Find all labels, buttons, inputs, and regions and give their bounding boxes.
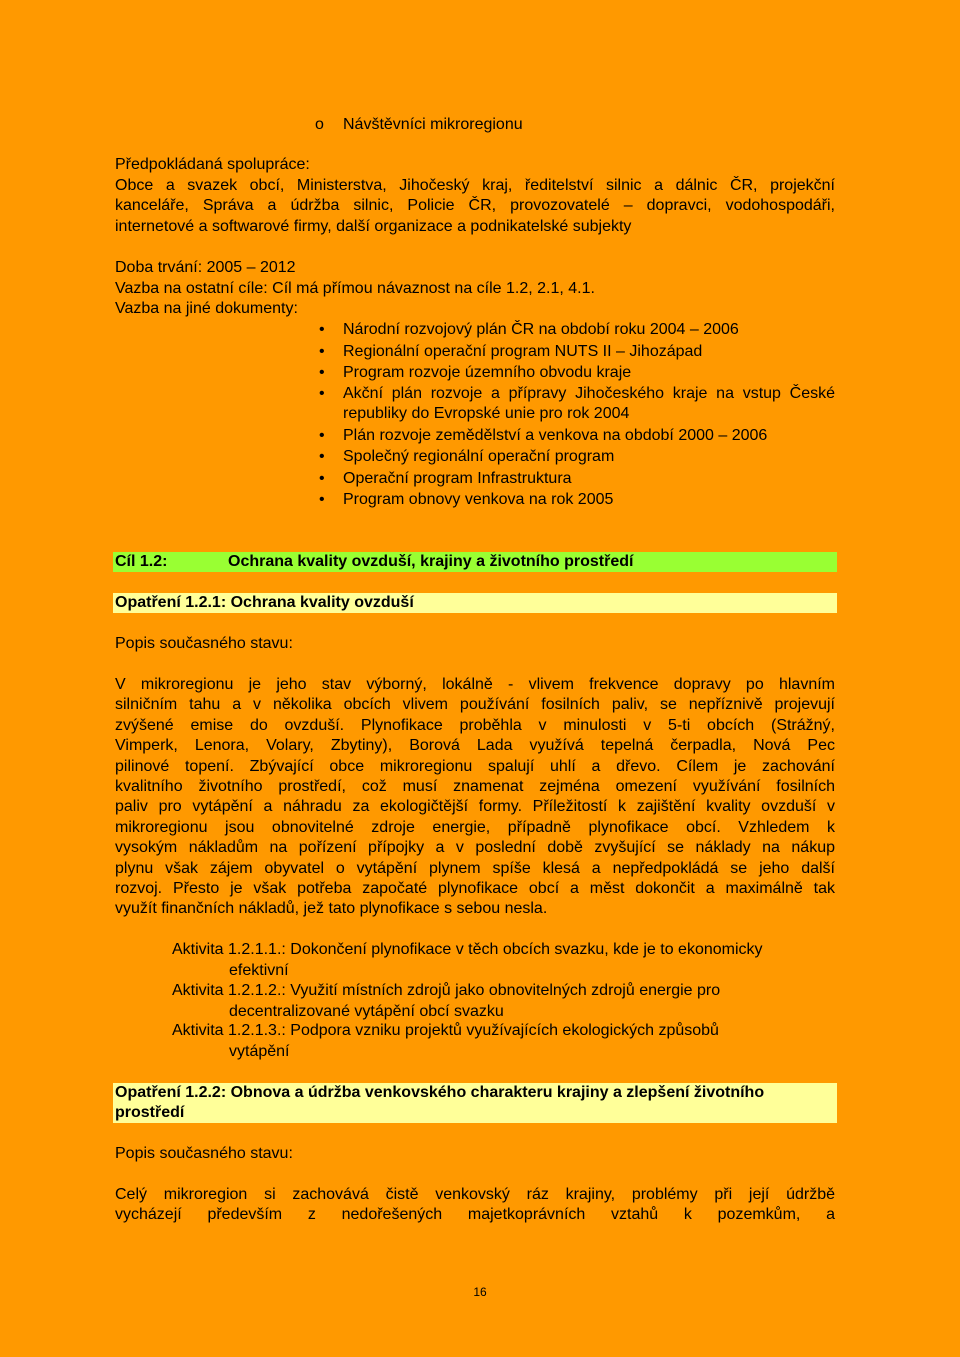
cooperation-heading: Předpokládaná spolupráce: (115, 156, 310, 173)
status-heading-2: Popis současného stavu: (115, 1145, 293, 1162)
measure-1-title: Opatření 1.2.1: Ochrana kvality ovzduší (113, 593, 837, 613)
top-list-marker: o (315, 116, 324, 133)
activity-3 (172, 1021, 837, 1062)
goal-title: Ochrana kvality ovzduší, krajiny a životního prostředí (228, 553, 634, 570)
list-item: • Program rozvoje územního obvodu kraje (315, 362, 835, 384)
activity-text: Aktivita 1.2.1.3.: Podpora vzniku projektů využívajících ekologických způsobů (172, 1022, 719, 1039)
list-item: • Plán rozvoje zemědělství a venkova na období 2000 – 2006 (315, 425, 835, 447)
paragraph-line: Celý mikroregion si zachovává čistě venkovský ráz krajiny, problémy při její údržbě (115, 1186, 835, 1203)
cooperation-text (115, 176, 835, 237)
paragraph-line: zvýšené emise do ovzduší. Plynofikace proběhla v minulosti v 5-ti obcích (Strážný, (115, 716, 835, 734)
activity-text-cont: decentralizované vytápění obcí svazku (229, 1002, 504, 1020)
cooperation-line: kanceláře, Správa a údržba silnic, Policie ČR, provozovatelé – dopravci, vodohospodáři, (115, 197, 835, 215)
paragraph-line: pilinové topení. Zbývající obce mikroregionu spalují uhlí a dřevo. Cílem je zachování (115, 757, 835, 775)
goal-label: Cíl 1.2: (115, 553, 168, 570)
list-item: • Program obnovy venkova na rok 2005 (315, 489, 835, 511)
activity-2 (172, 981, 837, 1022)
activity-text-cont: vytápění (229, 1042, 290, 1060)
page-number: 16 (473, 1285, 487, 1299)
list-item: • Operační program Infrastruktura (315, 468, 835, 490)
measure-2-title (113, 1083, 837, 1123)
list-item: • Společný regionální operační program (315, 446, 835, 468)
measure-1-paragraph (115, 675, 835, 920)
paragraph-line: vysokým nákladům na pořízení přípojky a v poslední době zvyšující se náklady na nákup (115, 839, 835, 857)
measure-2-title-line: prostředí (115, 1104, 185, 1121)
paragraph-line: mikroregionu jsou obnovitelné zdroje energie, případně plynofikace obcí. Vzhledem k (115, 818, 835, 836)
cooperation-line: internetové a softwarové firmy, další organizace a podnikatelské subjekty (115, 217, 632, 235)
paragraph-line: rozvoj. Přesto je však potřeba započaté plynofikace obcí a měst dokončit a maximálně tak (115, 880, 835, 898)
paragraph-line: kvalitního životního prostředí, což musí znamenat zejména omezení využívání fosilních (115, 778, 835, 796)
status-heading-1: Popis současného stavu: (115, 635, 293, 652)
top-list-item: Návštěvníci mikroregionu (343, 116, 523, 133)
activity-text: Aktivita 1.2.1.1.: Dokončení plynofikace v těch obcích svazku, kde je to ekonomicky (172, 941, 763, 958)
activity-text-cont: efektivní (229, 961, 289, 979)
paragraph-line: plynu však zájem obyvatel o vytápění plynem spíše klesá a nepředpokládá se jeho další (115, 859, 835, 877)
measure-2-title-line: Opatření 1.2.2: Obnova a údržba venkovského charakteru krajiny a zlepšení životního (115, 1084, 765, 1101)
documents-list (315, 319, 835, 511)
paragraph-line: Vimperk, Lenora, Volary, Zbytiny), Borová Lada využívá tepelná čerpadla, Nová Pec (115, 737, 835, 755)
paragraph-line: vycházejí především z nedořešených majetkoprávních vztahů k pozemkům, a (115, 1206, 835, 1224)
paragraph-line: paliv pro vytápění a náhradu za ekologičtější formy. Příležitostí k zajištění kvality ovzduší v (115, 798, 835, 816)
paragraph-line: V mikroregionu je jeho stav výborný, lokálně - vlivem frekvence dopravy po hlavním (115, 676, 835, 693)
duration-line: Doba trvání: 2005 – 2012 (115, 259, 296, 276)
list-item: • Akční plán rozvoje a přípravy Jihočeského kraje na vstup České republiky do Evropské unie pro rok 2004 (315, 384, 835, 425)
paragraph-line: využít finančních nákladů, jež tato plynofikace s sebou nesla. (115, 900, 548, 918)
cooperation-line: Obce a svazek obcí, Ministerstva, Jihočeský kraj, ředitelství silnic a dálnic ČR, projekční (115, 177, 835, 194)
link-docs-heading: Vazba na jiné dokumenty: (115, 300, 298, 317)
link-goals-line: Vazba na ostatní cíle: Cíl má přímou návaznost na cíle 1.2, 2.1, 4.1. (115, 280, 595, 297)
paragraph-line: silničním tahu a v několika obcích vlivem používání fosilních paliv, se nepříznivě projevují (115, 696, 835, 714)
list-item: • Národní rozvojový plán ČR na období roku 2004 – 2006 (315, 319, 835, 341)
activity-text: Aktivita 1.2.1.2.: Využití místních zdrojů jako obnovitelných zdrojů energie pro (172, 982, 721, 999)
list-item: • Regionální operační program NUTS II – Jihozápad (315, 341, 835, 363)
activity-1 (172, 940, 837, 981)
measure-2-paragraph (115, 1185, 835, 1226)
goal-bar (113, 552, 837, 572)
